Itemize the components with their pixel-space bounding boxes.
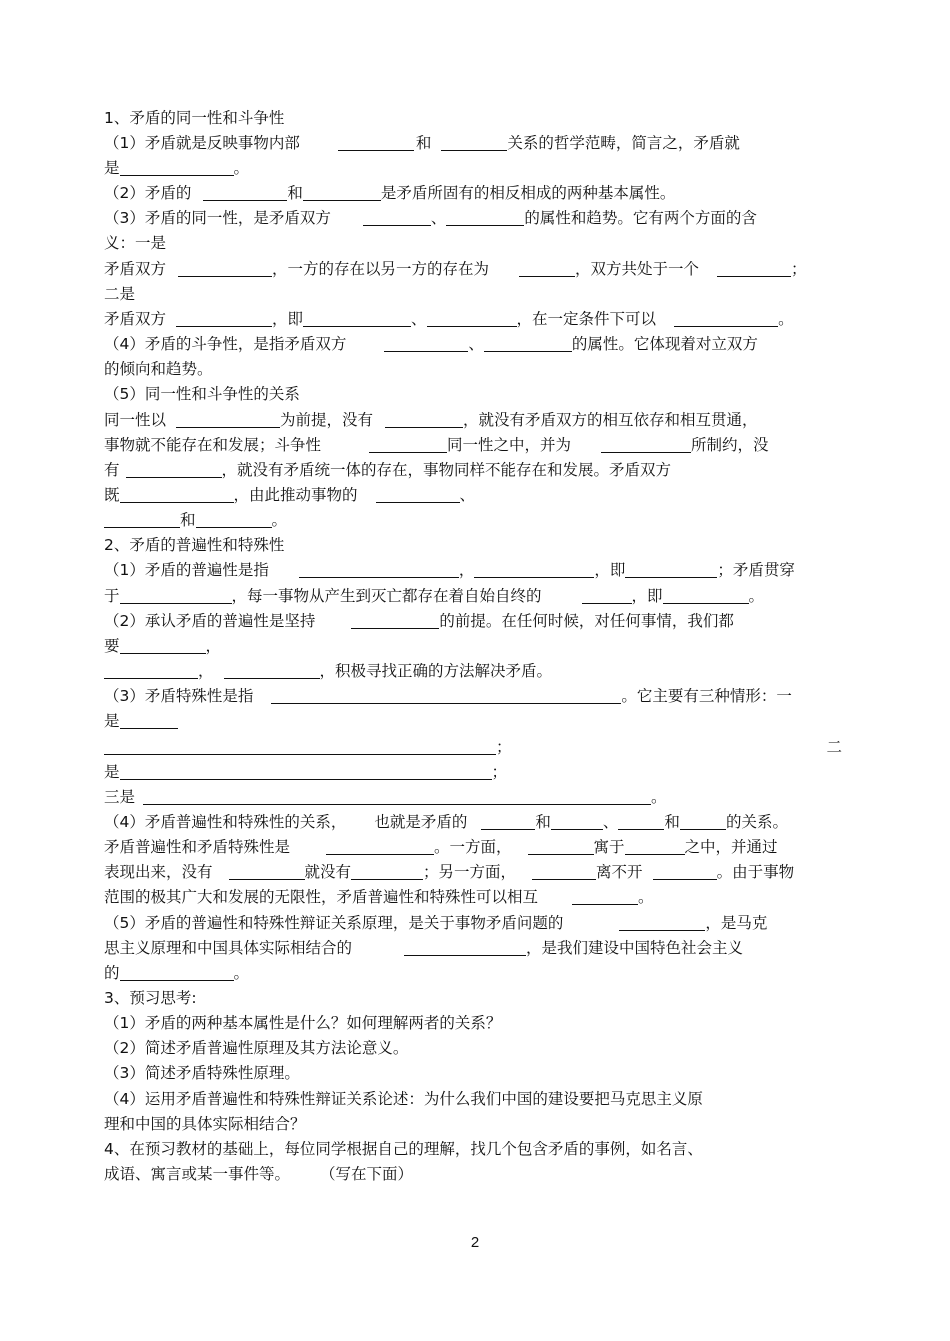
blank[interactable] xyxy=(474,562,594,578)
text: 。 xyxy=(778,310,794,328)
s2-line-10 xyxy=(104,787,667,807)
text: 同一性以 xyxy=(104,411,167,429)
text: 要 xyxy=(104,637,120,655)
text: 。由于事物 xyxy=(716,863,795,881)
blank[interactable] xyxy=(680,814,726,830)
text: 是 xyxy=(104,763,120,781)
text: 和 xyxy=(415,134,432,152)
text: 矛盾普遍性和矛盾特殊性是 xyxy=(104,838,291,856)
s3-question-4b: 理和中国的具体实际相结合？ xyxy=(104,1115,306,1133)
text: 、 xyxy=(468,335,484,353)
blank[interactable] xyxy=(481,814,535,830)
blank[interactable] xyxy=(120,713,178,729)
text: 既 xyxy=(104,486,120,504)
text: ； xyxy=(491,763,508,781)
blank[interactable] xyxy=(338,135,414,151)
text: 离不开 xyxy=(596,863,643,881)
s1-line-11: （5）同一性和斗争性的关系 xyxy=(104,385,300,403)
blank[interactable] xyxy=(446,210,524,226)
blank[interactable] xyxy=(143,789,651,805)
blank[interactable] xyxy=(126,462,222,478)
text: 。 xyxy=(233,964,250,982)
text: ； xyxy=(791,260,807,278)
blank[interactable] xyxy=(582,588,632,604)
text: （3）矛盾的同一性，是矛盾双方 xyxy=(104,209,331,227)
text: ，即 xyxy=(272,310,304,328)
text: 范围的极其广大和发展的无限性，矛盾普遍性和特殊性可以相互 xyxy=(104,888,539,906)
text: 事物就不能存在和发展；斗争性 xyxy=(104,436,322,454)
blank[interactable] xyxy=(120,638,206,654)
text: 。一方面， xyxy=(434,838,512,856)
text: ，双方共处于一个 xyxy=(575,260,700,278)
text: 成语、寓言或某一事件等。 xyxy=(104,1165,291,1183)
text: （2）承认矛盾的普遍性是坚持 xyxy=(104,612,316,630)
blank[interactable] xyxy=(120,588,232,604)
blank[interactable] xyxy=(120,160,234,176)
text: （4）矛盾普遍性和特殊性的关系， xyxy=(104,813,347,831)
s2-line-9 xyxy=(104,762,507,782)
text: ，积极寻找正确的方法解决矛盾。 xyxy=(319,662,553,680)
s2-line-5 xyxy=(104,661,552,681)
text: 、 xyxy=(602,813,619,831)
s2-line-15 xyxy=(104,913,767,933)
blank[interactable] xyxy=(484,336,572,352)
text: ，即 xyxy=(594,561,626,579)
blank[interactable] xyxy=(427,311,517,327)
text: 思主义原理和中国具体实际相结合的 xyxy=(104,939,353,957)
text: ；另一方面， xyxy=(423,863,517,881)
text: ，就没有矛盾双方的相互依存和相互贯通， xyxy=(463,411,758,429)
text: 为前提，没有 xyxy=(280,411,374,429)
blank[interactable] xyxy=(625,562,717,578)
text: ，就没有矛盾统一体的存在，事物同样不能存在和发展。矛盾双方 xyxy=(221,461,672,479)
s2-line-11 xyxy=(104,812,788,832)
blank[interactable] xyxy=(178,261,272,277)
text: 、 xyxy=(430,209,447,227)
s1-line-6 xyxy=(104,259,807,279)
s1-line-8 xyxy=(104,309,794,329)
text: 。 xyxy=(748,587,765,605)
text: 和 xyxy=(180,511,196,529)
blank[interactable] xyxy=(351,864,423,880)
blank[interactable] xyxy=(176,412,280,428)
blank[interactable] xyxy=(104,512,180,528)
blank[interactable] xyxy=(663,588,749,604)
blank[interactable] xyxy=(299,562,459,578)
text: 。 xyxy=(233,159,250,177)
blank[interactable] xyxy=(326,839,434,855)
blank[interactable] xyxy=(363,210,431,226)
text: 是 xyxy=(104,712,120,730)
text: ，由此推动事物的 xyxy=(233,486,358,504)
blank[interactable] xyxy=(601,437,691,453)
s4-line-1: 4、在预习教材的基础上，每位同学根据自己的理解，找几个包含矛盾的事例，如名言、 xyxy=(104,1140,703,1158)
text: ，在一定条件下可以 xyxy=(516,310,657,328)
section-3-title: 3、预习思考: xyxy=(104,989,197,1007)
text: 的关系。 xyxy=(725,813,788,831)
s3-question-2: （2）简述矛盾普遍性原理及其方法论意义。 xyxy=(104,1039,409,1057)
blank[interactable] xyxy=(532,864,596,880)
text: ，是马克 xyxy=(705,914,768,932)
s2-line-13 xyxy=(104,862,794,882)
text: 的属性和趋势。它有两个方面的含 xyxy=(524,209,757,227)
section-2-title: 2、矛盾的普遍性和特殊性 xyxy=(104,536,285,554)
text: 和 xyxy=(664,813,680,831)
blank[interactable] xyxy=(120,965,234,981)
s1-line-12 xyxy=(104,410,758,430)
text: 表现出来，没有 xyxy=(104,863,213,881)
blank[interactable] xyxy=(619,915,705,931)
text: 于 xyxy=(104,587,120,605)
text: 、 xyxy=(411,310,427,328)
s1-line-2 xyxy=(104,158,249,178)
text: 。 xyxy=(638,888,654,906)
blank[interactable] xyxy=(176,311,272,327)
text: 。 xyxy=(651,788,667,806)
text: 。 xyxy=(271,511,288,529)
text: （1）矛盾的普遍性是指 xyxy=(104,561,269,579)
text: 是 xyxy=(104,159,120,177)
s2-line-16 xyxy=(104,938,743,958)
blank[interactable] xyxy=(441,135,507,151)
text: ， xyxy=(458,561,475,579)
s3-question-1: （1）矛盾的两种基本属性是什么？如何理解两者的关系？ xyxy=(104,1014,502,1032)
page-number: 2 xyxy=(470,1234,480,1251)
blank[interactable] xyxy=(384,336,468,352)
blank[interactable] xyxy=(653,864,717,880)
blank[interactable] xyxy=(625,839,685,855)
s1-line-13 xyxy=(104,435,769,455)
s1-line-10: 的倾向和趋势。 xyxy=(104,360,213,378)
text: 矛盾双方 xyxy=(104,260,167,278)
text: 二 xyxy=(826,738,842,756)
text: 的属性。它体现着对立双方 xyxy=(571,335,758,353)
section-1-title: 1、矛盾的同一性和斗争性 xyxy=(104,109,285,127)
blank[interactable] xyxy=(717,261,791,277)
s2-line-3 xyxy=(104,611,734,631)
text: 的 xyxy=(104,964,120,982)
text: ，一方的存在以另一方的存在为 xyxy=(272,260,490,278)
s1-line-14 xyxy=(104,460,671,480)
blank[interactable] xyxy=(385,412,463,428)
blank[interactable] xyxy=(271,688,621,704)
s1-line-16 xyxy=(104,510,287,530)
blank[interactable] xyxy=(303,185,381,201)
blank[interactable] xyxy=(303,311,411,327)
s2-line-7 xyxy=(104,711,178,731)
s2-line-14 xyxy=(104,887,654,907)
blank[interactable] xyxy=(104,663,198,679)
s1-line-5: 义：一是 xyxy=(104,234,167,252)
text: ；矛盾贯穿 xyxy=(717,561,795,579)
text: （写在下面） xyxy=(320,1165,414,1183)
blank[interactable] xyxy=(196,512,272,528)
text: 。它主要有三种情形：一 xyxy=(621,687,792,705)
blank[interactable] xyxy=(572,889,638,905)
s3-question-3: （3）简述矛盾特殊性原理。 xyxy=(104,1064,300,1082)
text: 就没有 xyxy=(304,863,352,881)
s1-line-9 xyxy=(104,334,758,354)
text: 有 xyxy=(104,461,120,479)
s1-line-1 xyxy=(104,133,740,153)
blank[interactable] xyxy=(404,940,526,956)
text: 之中，并通过 xyxy=(684,838,778,856)
text: 的前提。在任何时候，对任何事情，我们都 xyxy=(439,612,734,630)
blank[interactable] xyxy=(528,839,594,855)
text: （4）矛盾的斗争性，是指矛盾双方 xyxy=(104,335,347,353)
blank[interactable] xyxy=(351,613,439,629)
text: ，即 xyxy=(631,587,663,605)
blank[interactable] xyxy=(519,261,575,277)
text: 和 xyxy=(535,813,551,831)
text: ，每一事物从产生到灭亡都存在着自始自终的 xyxy=(231,587,542,605)
text: 关系的哲学范畴，简言之，矛盾就 xyxy=(507,134,740,152)
s2-line-4 xyxy=(104,636,221,656)
text: 和 xyxy=(287,184,303,202)
text: ， xyxy=(198,662,214,680)
s2-line-2 xyxy=(104,586,764,606)
s1-line-4 xyxy=(104,208,757,228)
text: 、 xyxy=(459,486,476,504)
text: 同一性之中，并为 xyxy=(447,436,572,454)
blank[interactable] xyxy=(120,487,234,503)
text: 是矛盾所固有的相反相成的两种基本属性。 xyxy=(380,184,676,202)
blank[interactable] xyxy=(104,739,496,755)
s3-question-4a: （4）运用矛盾普遍性和特殊性辩证关系论述：为什么我们中国的建设要把马克思主义原 xyxy=(104,1090,703,1108)
text: 所制约，没 xyxy=(691,436,769,454)
blank[interactable] xyxy=(120,764,492,780)
text: ； xyxy=(496,738,512,756)
s2-line-12 xyxy=(104,837,778,857)
s2-line-8 xyxy=(104,737,842,757)
blank[interactable] xyxy=(551,814,603,830)
text: 三是 xyxy=(104,788,136,806)
s1-line-15 xyxy=(104,485,475,505)
s1-line-7: 二是 xyxy=(104,285,136,303)
s2-line-17 xyxy=(104,963,249,983)
text: 寓于 xyxy=(593,838,625,856)
blank[interactable] xyxy=(369,437,447,453)
blank[interactable] xyxy=(203,185,287,201)
s2-line-6 xyxy=(104,686,792,706)
text: ，是我们建设中国特色社会主义 xyxy=(526,939,744,957)
blank[interactable] xyxy=(224,663,320,679)
blank[interactable] xyxy=(674,311,778,327)
s4-line-2 xyxy=(104,1164,413,1184)
s2-line-1 xyxy=(104,560,795,580)
s1-line-3 xyxy=(104,183,675,203)
text: （5）矛盾的普遍性和特殊性辩证关系原理，是关于事物矛盾问题的 xyxy=(104,914,564,932)
text: （2）矛盾的 xyxy=(104,184,192,202)
blank[interactable] xyxy=(618,814,664,830)
text: （1）矛盾就是反映事物内部 xyxy=(104,134,300,152)
text: ， xyxy=(205,637,222,655)
text: 矛盾双方 xyxy=(104,310,167,328)
text: （3）矛盾特殊性是指 xyxy=(104,687,254,705)
text: 也就是矛盾的 xyxy=(374,813,468,831)
blank[interactable] xyxy=(376,487,460,503)
blank[interactable] xyxy=(229,864,305,880)
